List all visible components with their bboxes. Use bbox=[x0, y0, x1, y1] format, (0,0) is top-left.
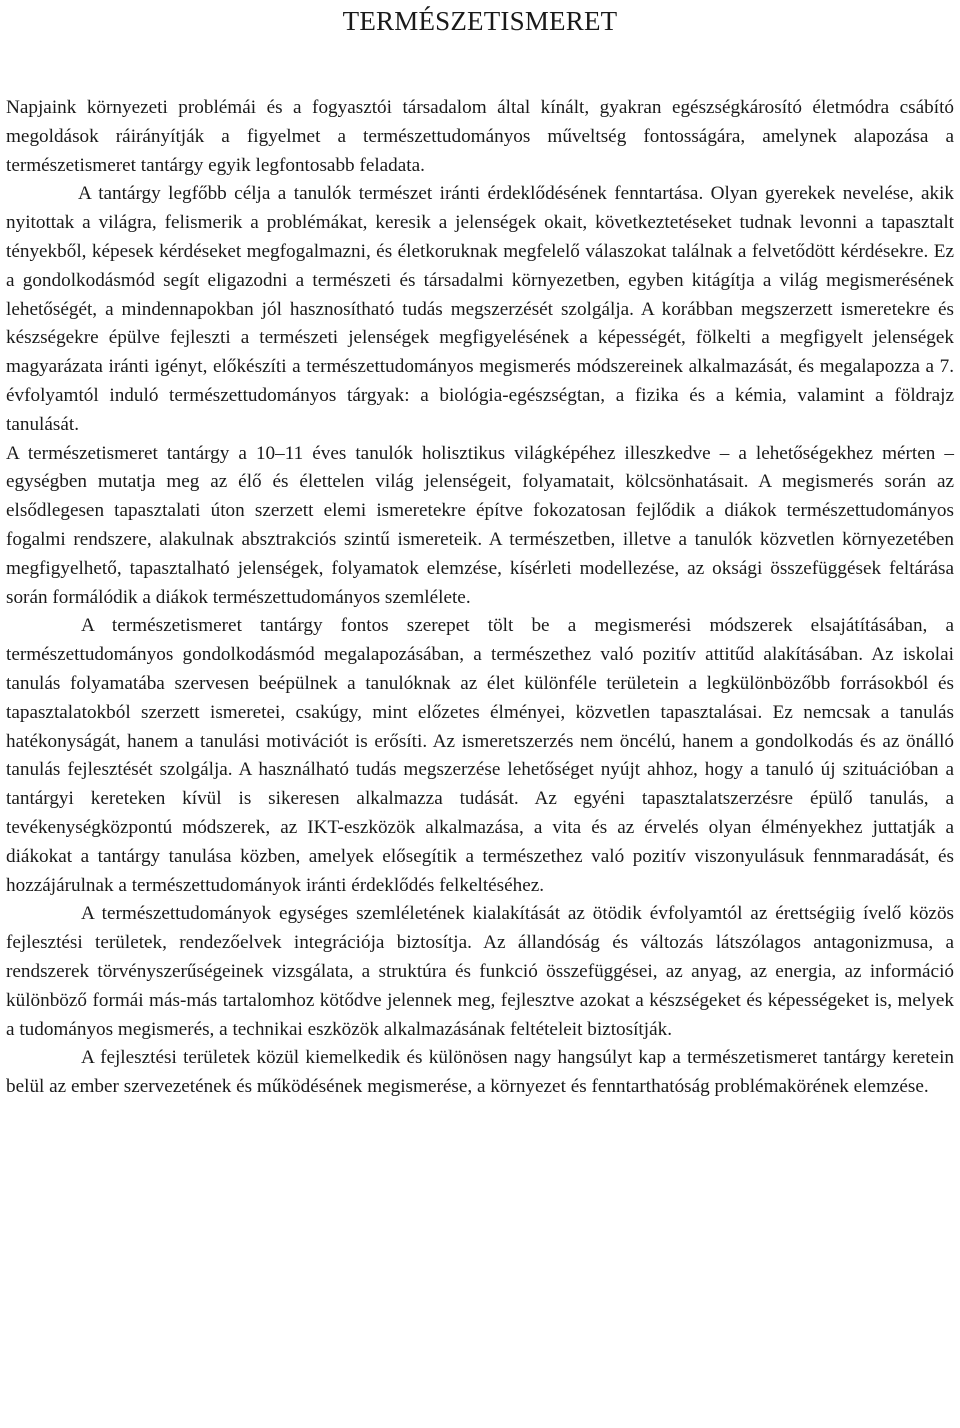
document-body bbox=[6, 94, 954, 1102]
paragraph-role: A természetismeret tantárgy fontos szerepet tölt be a megismerési módszerek elsajátításában, a természettudományos gondolkodásmód megalapozásában, a természethez való pozitív attitűd alakításában. Az iskolai tanulás folyamatába szervesen beépülnek a tanulóknak az élet különféle területein a legkülönbözőbb forrásokból és tapasztalatokból szerzett ismeretei, csakúgy, mint előzetes élményei, közvetlen tapasztalásai. Ez nemcsak a tanulás hatékonyságát, hanem a tanulási motivációt is erősíti. Az ismeretszerzés nem öncélú, hanem a gondolkodás és az önálló tanulás fejlesztését szolgálja. A használható tudás megszerzése lehetőséget nyújt ahhoz, hogy a tanuló új szituációban a tantárgyi kereteken kívül is sikeresen alkalmazza tudását. Az egyéni tapasztalatszerzésre épülő tanulás, a tevékenységközpontú módszerek, az IKT-eszközök alkalmazása, a vita és az érvelés olyan élményekhez juttatják a diákokat a tantárgy tanulása közben, amelyek elősegítik a természethez való pozitív viszonyulásuk fennmaradását, és hozzájárulnak a természettudományok iránti érdeklődés felkeltéséhez. bbox=[6, 615, 954, 896]
paragraph-intro: Napjaink környezeti problémái és a fogyasztói társadalom által kínált, gyakran egészségkárosító életmódra csábító megoldások ráirányítják a figyelmet a természettudományos műveltség fontosságára, amelynek alapozása a természetismeret tantárgy egyik legfontosabb feladata. bbox=[6, 97, 954, 176]
paragraph-holistic: A természetismeret tantárgy a 10–11 éves tanulók holisztikus világképéhez illeszkedve – a lehetőségekhez mérten – egységben mutatja meg az élő és élettelen világ jelenségeit, folyamatait, kölcsönhatásait. A megismerés során az elsődlegesen tapasztalati úton szerzett elemi ismeretekre építve fokozatosan fejlődik a diákok természettudományos fogalmi rendszere, alakulnak absztrakciós szintű ismereteik. A természetben, illetve a tanulók közvetlen környezetében megfigyelhető, tapasztalható jelenségek, folyamatok elemzése, kísérleti modellezése, az oksági összefüggések feltárása során formálódik a diákok természettudományos szemlélete. bbox=[6, 442, 954, 608]
paragraph-goal bbox=[6, 180, 954, 439]
goal-lead-sentence: A tantárgy legfőbb célja a tanulók természet iránti érdeklődésének fenntartása. bbox=[78, 183, 704, 205]
paragraph-integration: A természettudományok egységes szemléletének kialakítását az ötödik évfolyamtól az érettségiig ívelő közös fejlesztési területek, rendezőelvek integrációja biztosítja. Az állandóság és változás látszólagos antagonizmusa, a rendszerek törvényszerűségeinek vizsgálata, a struktúra és funkció összefüggései, az anyag, az energia, az információ különböző formái más-más tartalomhoz kötődve jelennek meg, fejlesztve azokat a készségeket és képességeket is, melyek a tudományos megismerés, a technikai eszközök alkalmazásának feltételeit biztosítják. bbox=[6, 903, 954, 1040]
paragraph-focus: A fejlesztési területek közül kiemelkedik és különösen nagy hangsúlyt kap a természetismeret tantárgy keretein belül az ember szervezetének és működésének megismerése, a környezet és fenntarthatóság problémakörének elemzése. bbox=[6, 1047, 954, 1098]
goal-rest: Olyan gyerekek nevelése, akik nyitottak a világra, felismerik a problémákat, keresik a jelenségek okait, következtetéseket tudnak levonni a tapasztalt tényekből, képesek kérdéseket megfogalmazni, és életkoruknak megfelelő válaszokat találnak a felvetődött kérdésekre. Ez a gondolkodásmód segít eligazodni a természeti és társadalmi környezetben, egyben kitágítja a világ megismerésének lehetőségét, a mindennapokban jól hasznosítható tudás megszerzését szolgálja. A korábban megszerzett ismeretekre és készségekre épülve fejleszti a természeti jelenségek megfigyelésének a képességét, fölkelti a megfigyelt jelenségek magyarázata iránti igényt, előkészíti a természettudományos megismerés módszereinek alkalmazását, és megalapozza a 7. évfolyamtól induló természettudományos tárgyak: a biológia-egészségtan, a fizika és a kémia, valamint a földrajz tanulását. bbox=[6, 183, 955, 435]
document-title: TERMÉSZETISMERET bbox=[342, 6, 618, 36]
